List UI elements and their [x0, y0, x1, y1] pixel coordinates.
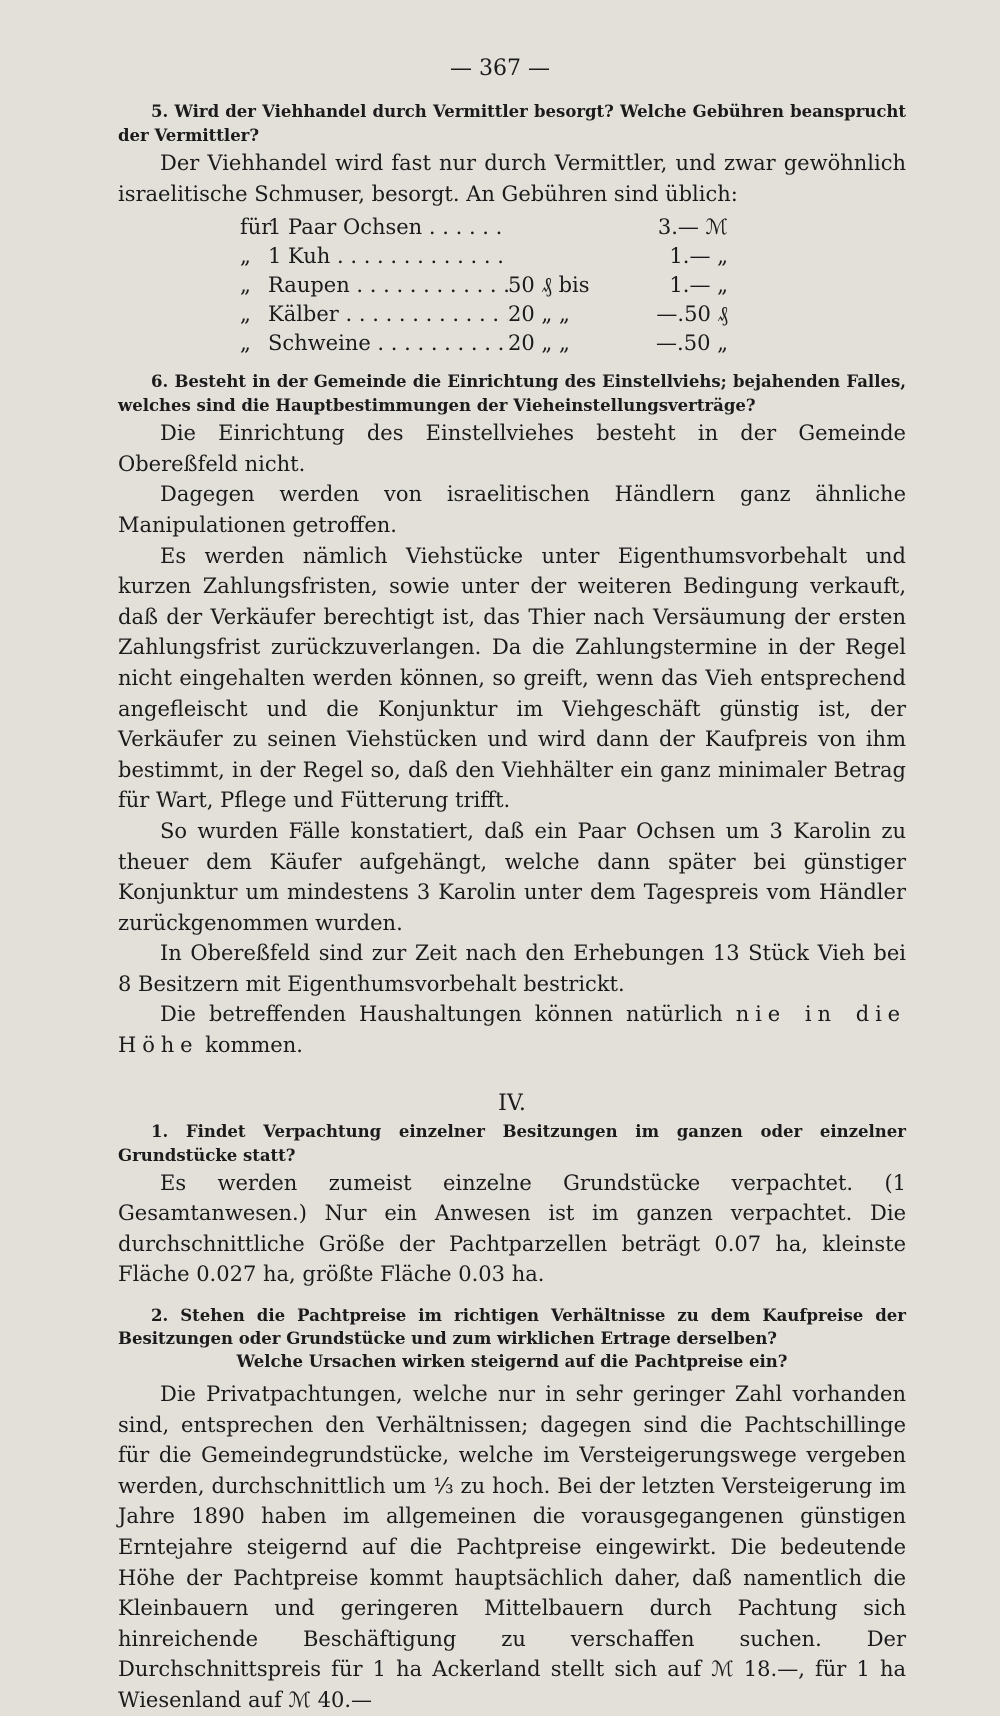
- answer-6-paragraph: Es werden nämlich Viehstücke unter Eigenthumsvorbehalt und kurzen Zahlungsfristen, sowie unter der weiteren Bedingung verkauft, daß der Verkäufer berechtigt ist, das Thier nach Versäumung der ersten Zahlungsfrist zurückzuverlangen. Da die Zahlungstermine in der Regel nicht eingehalten werden können, so greift, wenn das Vieh entsprechend angefleischt und die Konjunktur im Viehgeschäft günstig ist, der Verkäufer zu seinen Viehstücken und wird dann der Kaufpreis von ihm bestimmt, in der Regel so, daß den Viehhälter ein ganz minimaler Betrag für Wart, Pflege und Fütterung trifft.: [118, 543, 906, 813]
- fee-value-1: 50 ₰ bis: [508, 273, 590, 298]
- answer-6-paragraph: Die Einrichtung des Einstellviehes besteht in der Gemeinde Obereßfeld nicht.: [118, 421, 906, 476]
- last-text-before: Die betreffenden Haushaltungen können natürlich: [160, 1002, 736, 1027]
- fee-prefix: „: [240, 273, 251, 298]
- fee-value-2: 1.— „: [669, 273, 728, 298]
- fee-row: [240, 302, 906, 331]
- fee-prefix: „: [240, 331, 251, 356]
- fee-prefix: „: [240, 302, 251, 327]
- section-heading: IV.: [498, 1090, 526, 1116]
- question-6: 6. Besteht in der Gemeinde die Einrichtung des Einstellviehs; bejahenden Falles, welches sind die Hauptbestimmungen der Vieheinstellungsverträge?: [118, 372, 906, 416]
- page-content: [118, 100, 906, 1716]
- page-number: — 367 —: [450, 56, 550, 81]
- fee-row: [240, 244, 906, 273]
- answer-iv-1: Es werden zumeist einzelne Grundstücke verpachtet. (1 Gesamtanwesen.) Nur ein Anwesen ist im ganzen verpachtet. Die durchschnittliche Größe der Pachtparzellen beträgt 0.07 ha, kleinste Fläche 0.027 ha, größte Fläche 0.03 ha.: [118, 1170, 906, 1287]
- fee-value-2: 1.— „: [669, 244, 728, 269]
- fee-table: [240, 215, 906, 360]
- question-5: 5. Wird der Viehhandel durch Vermittler besorgt? Welche Gebühren beansprucht der Vermittler?: [118, 102, 906, 145]
- fee-prefix: für: [240, 215, 272, 240]
- question-iv-2-line-2: Welche Ursachen wirken steigernd auf die Pachtpreise ein?: [236, 1352, 788, 1372]
- answer-6-paragraph: So wurden Fälle konstatiert, daß ein Paar Ochsen um 3 Karolin zu theuer dem Käufer aufgehängt, welche dann später bei günstiger Konjunktur um mindestens 3 Karolin unter dem Tagespreis vom Händler zurückgenommen wurden.: [118, 818, 906, 935]
- fee-label: 1 Kuh . . .: [268, 244, 508, 268]
- fee-row: [240, 273, 906, 302]
- fee-value-2: —.50 „: [656, 331, 728, 356]
- fee-row: [240, 215, 906, 244]
- fee-prefix: „: [240, 244, 251, 269]
- last-text-after: kommen.: [198, 1033, 303, 1058]
- fee-row: [240, 331, 906, 360]
- answer-6-paragraph: Dagegen werden von israelitischen Händlern ganz ähnliche Manipulationen getroffen.: [118, 482, 906, 537]
- question-iv-2: [118, 1304, 906, 1373]
- fee-label: Schweine . . .: [268, 331, 508, 355]
- answer-6-paragraph: In Obereßfeld sind zur Zeit nach den Erhebungen 13 Stück Vieh bei 8 Besitzern mit Eigenthumsvorbehalt bestrickt.: [118, 941, 906, 996]
- question-iv-1: 1. Findet Verpachtung einzelner Besitzungen im ganzen oder einzelner Grundstücke statt?: [118, 1121, 906, 1165]
- question-iv-2-line-1: 2. Stehen die Pachtpreise im richtigen Verhältnisse zu dem Kaufpreise der Besitzungen oder Grundstücke und zum wirklichen Ertrage derselben?: [118, 1306, 906, 1349]
- fee-value-1: 20 „ „: [508, 302, 570, 327]
- fee-label: Kälber . . .: [268, 302, 508, 326]
- fee-value-2: —.50 ₰: [656, 302, 728, 327]
- fee-label: Raupen . . .: [268, 273, 508, 297]
- fee-value-2: 3.— ℳ: [657, 215, 728, 240]
- fee-label: 1 Paar Ochsen . . .: [268, 215, 508, 239]
- answer-iv-2: Die Privatpachtungen, welche nur in sehr geringer Zahl vorhanden sind, entsprechen den Verhältnissen; dagegen sind die Pachtschillinge für die Gemeindegrundstücke, welche im Versteigerungswege vergeben werden, durchschnittlich um ⅓ zu hoch. Bei der letzten Versteigerung im Jahre 1890 haben im allgemeinen die vorausgegangenen günstigen Erntejahre steigernd auf die Pachtpreise eingewirkt. Die bedeutende Höhe der Pachtpreise kommt hauptsächlich daher, daß namentlich die Kleinbauern und geringeren Mittelbauern durch Pachtung sich hinreichende Beschäftigung zu verschaffen suchen. Der Durchschnittspreis für 1 ha Ackerland stellt sich auf ℳ 18.—, für 1 ha Wiesenland auf ℳ 40.—: [118, 1382, 906, 1712]
- answer-6-last-paragraph: [118, 999, 906, 1060]
- answer-5: Der Viehhandel wird fast nur durch Vermittler, und zwar gewöhnlich israelitische Schmuser, besorgt. An Gebühren sind üblich:: [118, 151, 906, 206]
- emphasis-spaced: nie in die Höhe: [118, 1002, 906, 1058]
- fee-value-1: 20 „ „: [508, 331, 570, 356]
